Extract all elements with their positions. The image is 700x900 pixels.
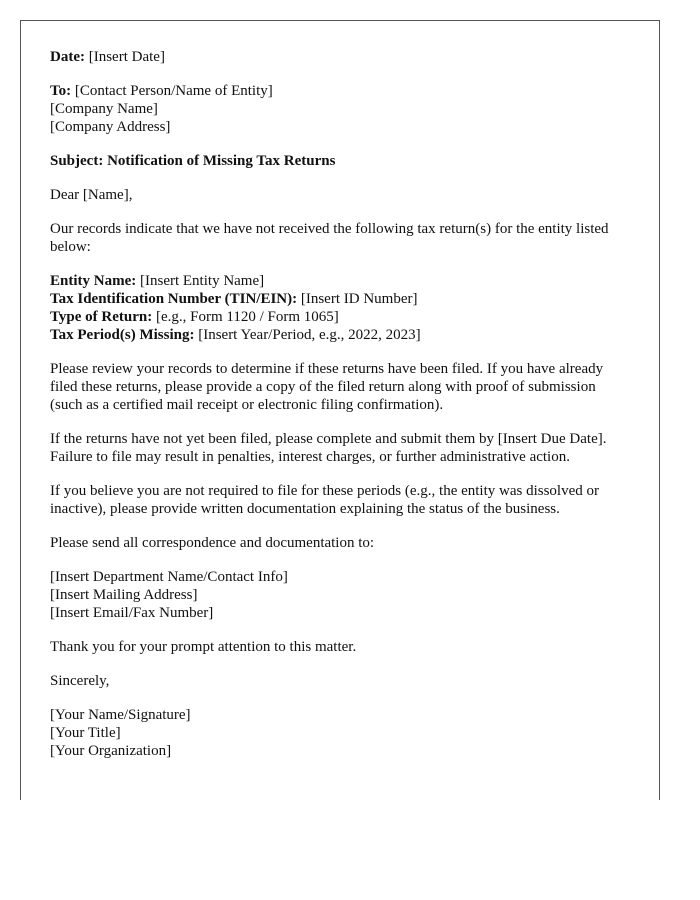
detail-label: Tax Period(s) Missing: <box>50 327 195 343</box>
detail-return-type <box>50 308 631 326</box>
company-address: [Company Address] <box>50 119 171 135</box>
signature-block <box>50 706 631 760</box>
to-value: [Contact Person/Name of Entity] <box>71 83 273 99</box>
exemption-paragraph: If you believe you are not required to file for these periods (e.g., the entity was dissolved or inactive), please provide written documentation explaining the status of the business. <box>50 483 600 517</box>
contact-email-fax: [Insert Email/Fax Number] <box>50 605 214 621</box>
thanks-line: Thank you for your prompt attention to this matter. <box>50 639 357 655</box>
date-line <box>50 48 631 66</box>
contact-block <box>50 568 631 622</box>
intro-paragraph: Our records indicate that we have not received the following tax return(s) for the entity listed below: <box>50 221 609 255</box>
signature-title: [Your Title] <box>50 725 121 741</box>
signature-organization: [Your Organization] <box>50 743 172 759</box>
detail-entity-name <box>50 272 631 290</box>
company-name: [Company Name] <box>50 101 158 117</box>
date-label: Date: <box>50 49 85 65</box>
detail-label: Tax Identification Number (TIN/EIN): <box>50 291 298 307</box>
recipient-line <box>50 82 631 100</box>
detail-value: [Insert ID Number] <box>297 291 418 307</box>
letter-page <box>20 20 660 800</box>
closing-line: Sincerely, <box>50 673 110 689</box>
detail-label: Type of Return: <box>50 309 153 325</box>
detail-tax-period <box>50 326 631 344</box>
date-value: [Insert Date] <box>84 49 165 65</box>
detail-value: [Insert Year/Period, e.g., 2022, 2023] <box>194 327 421 343</box>
detail-tin <box>50 290 631 308</box>
subject-line: Subject: Notification of Missing Tax Returns <box>50 153 336 169</box>
contact-department: [Insert Department Name/Contact Info] <box>50 569 288 585</box>
recipient-block <box>50 82 631 136</box>
due-date-paragraph: If the returns have not yet been filed, please complete and submit them by [Insert Due Date]. Failure to file may result in penalties, interest charges, or further administrative action. <box>50 431 607 465</box>
to-label: To: <box>50 83 72 99</box>
detail-value: [Insert Entity Name] <box>136 273 265 289</box>
details-block <box>50 272 631 344</box>
detail-value: [e.g., Form 1120 / Form 1065] <box>152 309 339 325</box>
review-paragraph: Please review your records to determine if these returns have been filed. If you have already filed these returns, please provide a copy of the filed return along with proof of submission (such as a certified mail receipt or electronic filing confirmation). <box>50 361 604 413</box>
salutation: Dear [Name], <box>50 187 133 203</box>
send-to-paragraph: Please send all correspondence and documentation to: <box>50 535 375 551</box>
contact-mailing-address: [Insert Mailing Address] <box>50 587 198 603</box>
detail-label: Entity Name: <box>50 273 137 289</box>
signature-name: [Your Name/Signature] <box>50 707 191 723</box>
